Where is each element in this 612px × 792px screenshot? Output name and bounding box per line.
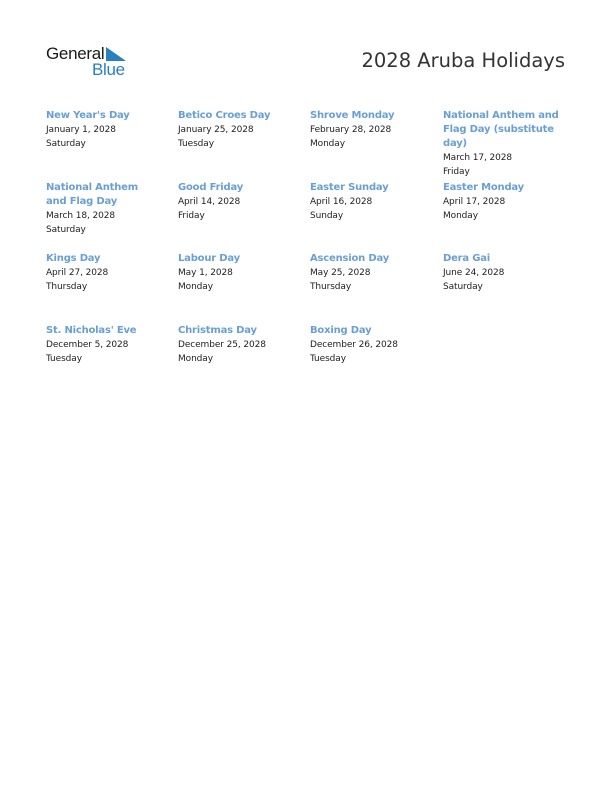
holiday-weekday: Friday — [443, 167, 470, 177]
holiday-weekday: Saturday — [46, 139, 86, 149]
holiday-name: Dera Gai — [443, 253, 491, 264]
holiday-entry — [46, 324, 174, 366]
logo-triangle-icon — [106, 47, 126, 61]
holiday-weekday: Thursday — [310, 282, 352, 292]
holiday-date: February 28, 2028 — [310, 125, 392, 135]
holiday-entry — [46, 252, 174, 294]
holiday-name: Betico Croes Day — [178, 110, 271, 121]
holiday-name: Good Friday — [178, 182, 244, 193]
holiday-name: Christmas Day — [178, 325, 257, 336]
logo-text-general: General — [46, 44, 105, 63]
holiday-weekday: Saturday — [46, 225, 86, 235]
holiday-date: March 18, 2028 — [46, 211, 115, 221]
holiday-weekday: Saturday — [443, 282, 483, 292]
holiday-date: December 25, 2028 — [178, 340, 266, 350]
holiday-weekday: Friday — [178, 211, 205, 221]
holiday-weekday: Thursday — [46, 282, 88, 292]
holiday-entry — [178, 181, 306, 223]
holiday-entry — [443, 109, 573, 179]
holiday-entry — [310, 324, 438, 366]
page-title: 2028 Aruba Holidays — [361, 49, 565, 72]
holiday-date: December 26, 2028 — [310, 340, 398, 350]
holiday-weekday: Tuesday — [310, 354, 346, 364]
holiday-name: New Year's Day — [46, 110, 130, 121]
holiday-date: April 16, 2028 — [310, 197, 373, 207]
holiday-entry — [178, 109, 306, 151]
holiday-weekday: Tuesday — [178, 139, 214, 149]
holiday-name: Boxing Day — [310, 325, 372, 336]
holiday-weekday: Monday — [443, 211, 478, 221]
holiday-weekday: Monday — [310, 139, 345, 149]
logo-text-blue: Blue — [92, 60, 125, 79]
holiday-weekday: Tuesday — [46, 354, 82, 364]
holiday-name: Labour Day — [178, 253, 240, 264]
holiday-name: National Anthem and Flag Day (substitute day) — [443, 110, 559, 149]
holiday-date: June 24, 2028 — [443, 268, 505, 278]
holiday-date: April 27, 2028 — [46, 268, 109, 278]
holiday-date: December 5, 2028 — [46, 340, 129, 350]
holiday-entry — [310, 252, 438, 294]
holiday-weekday: Monday — [178, 354, 213, 364]
holiday-name: St. Nicholas' Eve — [46, 325, 137, 336]
holiday-entry — [443, 181, 571, 223]
generalblue-logo — [46, 44, 136, 80]
holiday-date: April 14, 2028 — [178, 197, 241, 207]
holiday-date: January 1, 2028 — [46, 125, 116, 135]
holiday-entry — [310, 109, 438, 151]
holiday-date: April 17, 2028 — [443, 197, 506, 207]
holiday-name: Kings Day — [46, 253, 101, 264]
holiday-name: Shrove Monday — [310, 110, 395, 121]
holiday-entry — [310, 181, 438, 223]
holiday-entry — [178, 324, 306, 366]
holiday-weekday: Sunday — [310, 211, 344, 221]
holiday-date: May 25, 2028 — [310, 268, 371, 278]
holiday-name: Easter Monday — [443, 182, 524, 193]
holiday-name: Ascension Day — [310, 253, 390, 264]
holiday-entry — [46, 109, 174, 151]
holiday-date: March 17, 2028 — [443, 153, 512, 163]
holiday-date: January 25, 2028 — [178, 125, 254, 135]
holiday-date: May 1, 2028 — [178, 268, 233, 278]
holiday-weekday: Monday — [178, 282, 213, 292]
holiday-entry — [46, 181, 158, 237]
holiday-name: National Anthem and Flag Day — [46, 182, 138, 207]
holiday-entry — [443, 252, 571, 294]
holiday-entry — [178, 252, 306, 294]
holiday-name: Easter Sunday — [310, 182, 389, 193]
